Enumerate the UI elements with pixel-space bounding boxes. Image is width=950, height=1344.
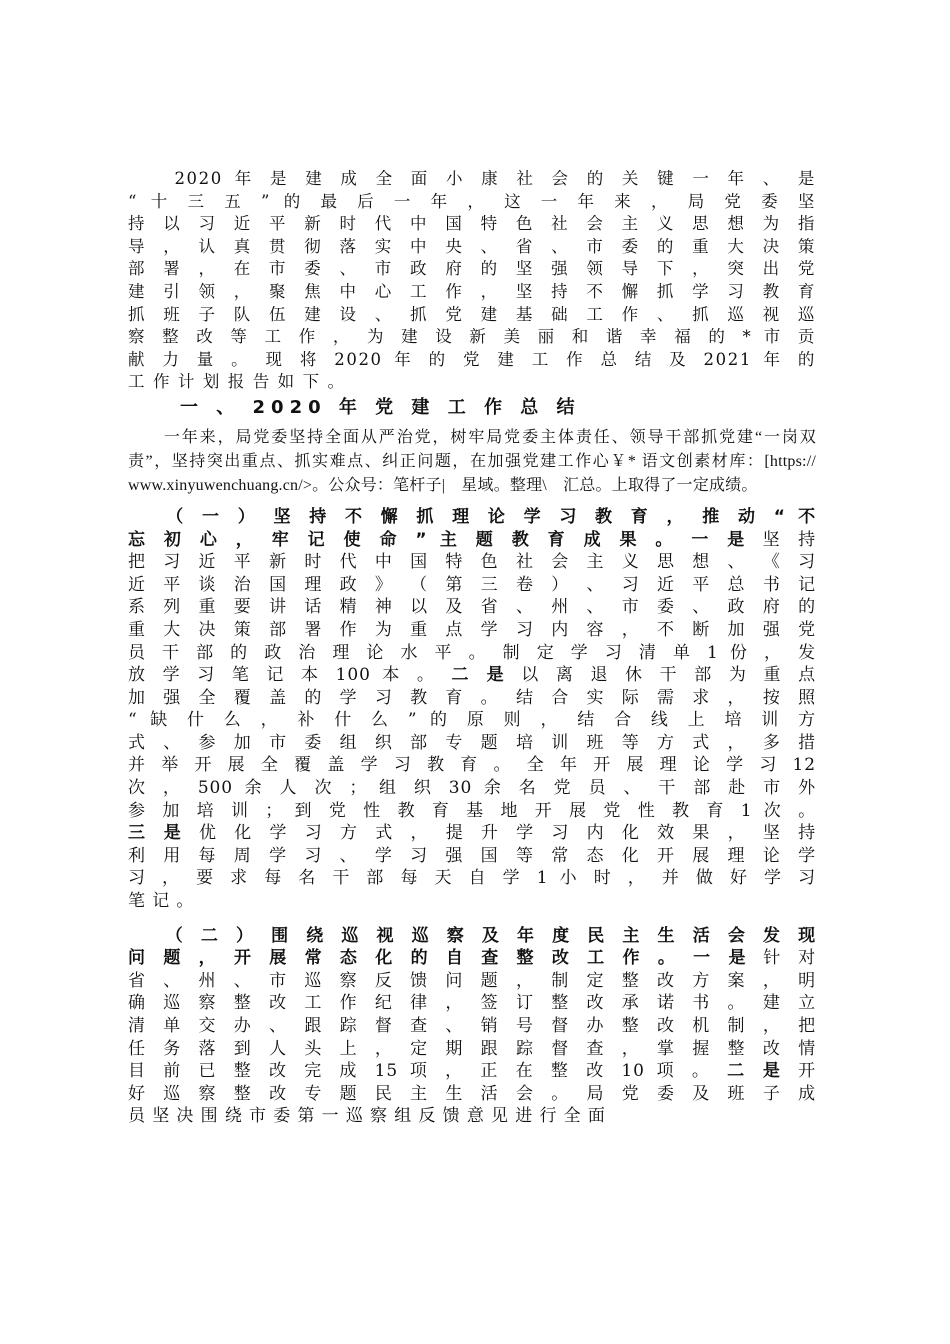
summary-paragraph [128,426,816,498]
text-line: www.xinyuwenchuang.cn/>。公众号：笔杆子| 星域。整理\ 汇总。上取得了一定成绩。 [128,476,758,494]
text-line [128,890,816,913]
text-run: 加 强 全 覆 盖 的 学 习 教 育 。 结 合 实 际 需 求 ， 按 照 [128,687,816,708]
text-run: 系 列 重 要 讲 话 精 神 以 及 省 、 州 、 市 委 、 政 府 的 [128,597,816,618]
text-line [128,664,816,687]
text-run: 任 务 落 到 人 头 上 ， 定 期 跟 踪 督 查 ， 掌 握 整 改 情 [128,1038,816,1059]
item-1-paragraph [128,506,816,913]
text-line: 部 署 ， 在 市 委 、 市 政 府 的 坚 强 领 导 下 ， 突 出 党 [128,259,816,279]
text-run: 开 [786,1061,816,1082]
text-line: 察 整 改 等 工 作 ， 为 建 设 新 美 丽 和 谐 幸 福 的 * 市 贡 [128,327,816,347]
text-line [128,709,816,732]
text-run: 次 ， 500 余 人 次 ； 组 织 30 余 名 党 员 、 干 部 赴 市 外 [128,778,816,799]
text-line [128,754,816,777]
text-run: 优 化 学 习 方 式 ， 提 升 学 习 内 化 效 果 ， 坚 持 [187,823,816,844]
text-run: 好 巡 察 整 改 专 题 民 主 生 活 会 。 局 党 委 及 班 子 成 [128,1083,816,1104]
text-line: 2020 年 是 建 成 全 面 小 康 社 会 的 关 键 一 年 、 是 [128,169,816,188]
text-line [128,800,816,823]
text-run: 近 平 谈 治 国 理 政 》 （ 第 三 卷 ） 、 习 近 平 总 书 记 [128,574,816,595]
text-run: 把 习 近 平 新 时 代 中 国 特 色 社 会 主 义 思 想 、 《 习 [128,552,816,573]
text-line [128,867,816,890]
text-run: 并 举 开 展 全 覆 盖 学 习 教 育 。 全 年 开 展 理 论 学 习 12 [128,755,816,776]
text-line: 抓 班 子 队 伍 建 设 、 抓 党 建 基 础 工 作 、 抓 巡 视 巡 [128,304,816,324]
text-line: 责”，坚持突出重点、抓实难点、纠正问题，在加强党建工作心￥* 语文创素材库：[https:// [128,452,816,470]
text-line [128,529,816,552]
text-run: 习 ， 要 求 每 名 干 部 每 天 自 学 1 小 时 ， 并 做 好 学 习 [128,868,816,889]
text-line [128,777,816,800]
text-line [128,970,816,993]
bold-text: （ 二 ） 围 绕 巡 视 巡 察 及 年 度 民 主 生 活 会 发 现 [128,925,816,946]
text-line: 一年来，局党委坚持全面从严治党，树牢局党委主体责任、领导干部抓党建“一岗双 [128,428,816,446]
text-run: 员 干 部 的 政 治 理 论 水 平 。 制 定 学 习 清 单 1 份 ， 发 [128,642,816,663]
text-line: 导 ， 认 真 贯 彻 落 实 中 央 、 省 、 市 委 的 重 大 决 策 [128,236,816,256]
text-run: 参 加 培 训 ； 到 党 性 教 育 基 地 开 展 党 性 教 育 1 次 。 [128,800,816,821]
text-line [128,1083,816,1106]
bold-text: 二 是 [451,665,510,686]
text-run: 坚 持 [750,529,816,550]
text-run: 利 用 每 周 学 习 、 学 习 强 国 等 常 态 化 开 展 理 论 学 [128,845,816,866]
document-page [128,168,816,1128]
text-run: 清 单 交 办 、 跟 踪 督 查 、 销 号 督 办 整 改 机 制 ， 把 [128,1016,816,1036]
text-line [128,551,816,574]
text-run: “ 缺 什 么 ， 补 什 么 ” 的 原 则 ， 结 合 线 上 培 训 方 [128,710,816,731]
text-line [128,1060,816,1083]
text-line [128,642,816,665]
text-line [128,619,816,642]
text-line [128,992,816,1015]
text-run: 放 学 习 笔 记 本 100 本 。 [128,665,452,686]
bold-text: （ 一 ） 坚 持 不 懈 抓 理 论 学 习 教 育 ， 推 动 “ 不 [128,506,816,527]
text-line [128,687,816,710]
section-heading: 一 、 2020 年 党 建 工 作 总 结 [180,396,581,418]
text-line: 献 力 量 。 现 将 2020 年 的 党 建 工 作 总 结 及 2021 年 的 [128,349,816,369]
text-line [128,1038,816,1061]
text-run: 以 离 退 休 干 部 为 重 点 [509,665,816,686]
text-run: 式 、 参 加 市 委 组 织 部 专 题 培 训 班 等 方 式 ， 多 措 [128,732,816,753]
text-line [128,1105,816,1128]
bold-text: 二 是 [727,1061,787,1082]
text-line: “ 十 三 五 ” 的 最 后 一 年 ， 这 一 年 来 ， 局 党 委 坚 [128,191,816,211]
text-line [128,596,816,619]
text-line [128,1015,816,1038]
text-run: 笔 记 。 [128,891,195,912]
bold-text: 忘 初 心 ， 牢 记 使 命 ” 主 题 教 育 成 果 。 一 是 [128,529,751,550]
text-line [128,822,816,845]
text-run: 重 大 决 策 部 署 作 为 重 点 学 习 内 容 ， 不 断 加 强 党 [128,619,816,640]
text-line: 持 以 习 近 平 新 时 代 中 国 特 色 社 会 主 义 思 想 为 指 [128,214,816,234]
text-run: 省 、 州 、 市 巡 察 反 馈 问 题 ， 制 定 整 改 方 案 ， 明 [128,970,816,991]
text-line [128,574,816,597]
bold-text: 三 是 [128,823,188,844]
bold-text: 问 题 ， 开 展 常 态 化 的 自 查 整 改 工 作 。 一 是 [128,948,752,969]
text-line [128,732,816,755]
text-line [128,506,816,529]
text-line: 建 引 领 ， 聚 焦 中 心 工 作 ， 坚 持 不 懈 抓 学 习 教 育 [128,281,816,301]
item-2-paragraph [128,925,816,1128]
intro-paragraph [128,168,816,394]
text-line [128,925,816,948]
text-run: 确 巡 察 整 改 工 作 纪 律 ， 签 订 整 改 承 诺 书 。 建 立 [128,993,816,1014]
text-run: 员 坚 决 围 绕 市 委 第 一 巡 察 组 反 馈 意 见 进 行 全 面 [128,1106,606,1127]
text-run: 针 对 [751,948,816,969]
text-line [128,845,816,868]
text-line: 工 作 计 划 报 告 如 下 。 [128,372,346,392]
text-line [128,947,816,970]
text-run: 目 前 已 整 改 完 成 15 项 ， 正 在 整 改 10 项 。 [128,1061,728,1082]
